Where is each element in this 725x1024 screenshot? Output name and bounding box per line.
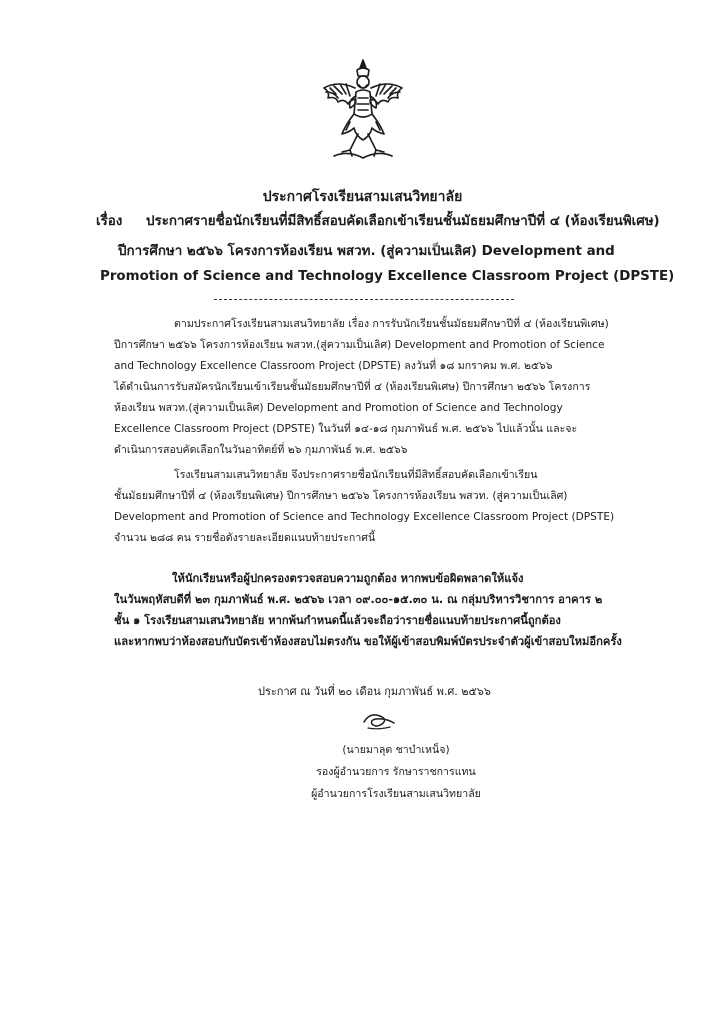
paragraph-line: ปีการศึกษา ๒๕๖๖ โครงการห้องเรียน พสวท.(สู่ความเป็นเลิศ) Development and Promotion of Science <box>114 339 605 351</box>
paragraph-line: ได้ดำเนินการรับสมัครนักเรียนเข้าเรียนชั้นมัธยมศึกษาปีที่ ๔ (ห้องเรียนพิเศษ) ปีการศึกษา ๒๕๖๖ โครงการ <box>114 381 591 393</box>
signer-title: รองผู้อำนวยการ รักษาราชการแทน <box>316 766 476 778</box>
subject-text-1: ประกาศรายชื่อนักเรียนที่มีสิทธิ์สอบคัดเลือกเข้าเรียนชั้นมัธยมศึกษาปีที่ ๔ (ห้องเรียนพิเศษ) <box>146 214 660 229</box>
paragraph-line: ดำเนินการสอบคัดเลือกในวันอาทิตย์ที่ ๒๖ กุมภาพันธ์ พ.ศ. ๒๕๖๖ <box>114 444 408 456</box>
paragraph-line: and Technology Excellence Classroom Project (DPSTE) ลงวันที่ ๑๘ มกราคม พ.ศ. ๒๕๖๖ <box>114 360 553 372</box>
paragraph-line: ให้นักเรียนหรือผู้ปกครองตรวจสอบความถูกต้อง หากพบข้อผิดพลาดให้แจ้ง <box>172 572 524 585</box>
paragraph-line: ตามประกาศโรงเรียนสามเสนวิทยาลัย เรื่อง การรับนักเรียนชั้นมัธยมศึกษาปีที่ ๔ (ห้องเรียนพิเศษ) <box>174 318 609 330</box>
signature-mark <box>362 710 396 732</box>
subject-line-1 <box>96 213 660 231</box>
garuda-emblem-icon <box>320 58 406 162</box>
organization-title: ประกาศโรงเรียนสามเสนวิทยาลัย <box>262 189 463 205</box>
announce-date: ประกาศ ณ วันที่ ๒๐ เดือน กุมภาพันธ์ พ.ศ. ๒๕๖๖ <box>258 685 491 698</box>
paragraph-line: Excellence Classroom Project (DPSTE) ในวันที่ ๑๔-๑๘ กุมภาพันธ์ พ.ศ. ๒๕๖๖ ไปแล้วนั้น และจะ <box>114 423 578 435</box>
paragraph-line: จำนวน ๒๘๘ คน รายชื่อดังรายละเอียดแนบท้ายประกาศนี้ <box>114 532 376 544</box>
paragraph-line: โรงเรียนสามเสนวิทยาลัย จึงประกาศรายชื่อนักเรียนที่มีสิทธิ์สอบคัดเลือกเข้าเรียน <box>174 469 538 481</box>
separator-line <box>214 299 514 300</box>
paragraph-line: ในวันพฤหัสบดีที่ ๒๓ กุมภาพันธ์ พ.ศ. ๒๕๖๖ เวลา ๐๙.๐๐-๑๕.๓๐ น. ณ กลุ่มบริหารวิชาการ อาคาร ๒ <box>114 593 603 606</box>
paragraph-3 <box>114 568 654 652</box>
signer-name: (นายมาลุต ชาบำเหน็จ) <box>342 744 450 756</box>
subject-line-2: ปีการศึกษา ๒๕๖๖ โครงการห้องเรียน พสวท. (สู่ความเป็นเลิศ) Development and <box>118 244 615 259</box>
subject-line-3: Promotion of Science and Technology Excellence Classroom Project (DPSTE) <box>100 269 675 284</box>
paragraph-line: ชั้นมัธยมศึกษาปีที่ ๔ (ห้องเรียนพิเศษ) ปีการศึกษา ๒๕๖๖ โครงการห้องเรียน พสวท. (สู่ความเป็นเลิศ) <box>114 490 568 502</box>
paragraph-line: และหากพบว่าห้องสอบกับบัตรเข้าห้องสอบไม่ตรงกัน ขอให้ผู้เข้าสอบพิมพ์บัตรประจำตัวผู้เข้าสอบใหม่อีกครั้ง <box>114 635 622 648</box>
paragraph-line: ห้องเรียน พสวท.(สู่ความเป็นเลิศ) Development and Promotion of Science and Technology <box>114 402 563 414</box>
paragraph-2 <box>114 465 654 549</box>
paragraph-line: Development and Promotion of Science and Technology Excellence Classroom Project (DPSTE) <box>114 511 615 523</box>
signer-position: ผู้อำนวยการโรงเรียนสามเสนวิทยาลัย <box>311 788 481 800</box>
paragraph-1 <box>114 314 654 461</box>
subject-label: เรื่อง <box>96 214 123 229</box>
paragraph-line: ชั้น ๑ โรงเรียนสามเสนวิทยาลัย หากพ้นกำหนดนี้แล้วจะถือว่ารายชื่อแนบท้ายประกาศนี้ถูกต้อง <box>114 614 561 627</box>
